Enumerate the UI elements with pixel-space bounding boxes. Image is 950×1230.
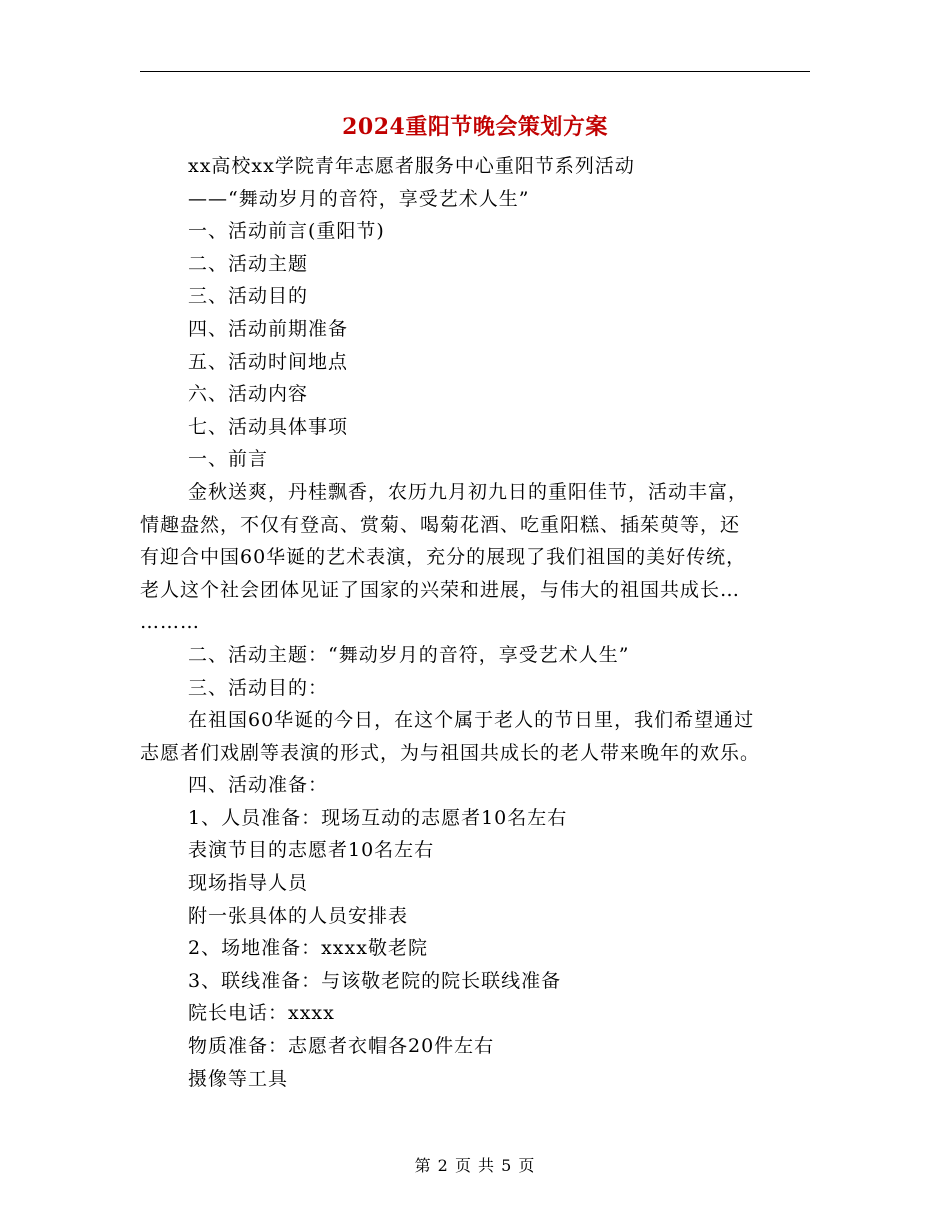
outline-item: 三、活动目的 <box>188 285 309 308</box>
prep-item: 1、人员准备：现场互动的志愿者10名左右 <box>188 806 568 829</box>
prep-item: 表演节目的志愿者10名左右 <box>188 839 435 862</box>
outline-item: 六、活动内容 <box>188 383 309 406</box>
header-rule <box>140 71 810 72</box>
prep-item: 2、场地准备：xxxx敬老院 <box>188 937 428 960</box>
outline-item: 七、活动具体事项 <box>188 415 349 438</box>
outline-item: 五、活动时间地点 <box>188 350 349 373</box>
page-number-footer: 第 2 页 共 5 页 <box>414 1156 536 1175</box>
prep-item: 院长电话：xxxx <box>188 1002 335 1025</box>
document-title: 2024重阳节晚会策划方案 <box>342 114 608 140</box>
slogan-line: ——“舞动岁月的音符，享受艺术人生” <box>188 187 530 210</box>
purpose-paragraph-line: 志愿者们戏剧等表演的形式，为与祖国共成长的老人带来晚年的欢乐。 <box>140 741 761 764</box>
prep-item: 摄像等工具 <box>188 1067 289 1090</box>
purpose-paragraph-line: 在祖国60华诞的今日，在这个属于老人的节日里，我们希望通过 <box>188 709 755 732</box>
outline-item: 一、活动前言(重阳节) <box>188 220 385 243</box>
preface-paragraph-line: ……… <box>140 611 200 634</box>
prep-item: 3、联线准备：与该敬老院的院长联线准备 <box>188 969 562 992</box>
preface-paragraph-line: 有迎合中国60华诞的艺术表演，充分的展现了我们祖国的美好传统， <box>140 546 747 569</box>
subtitle-line: xx高校xx学院青年志愿者服务中心重阳节系列活动 <box>188 155 635 177</box>
section-heading-purpose: 三、活动目的： <box>188 676 329 699</box>
outline-item: 二、活动主题 <box>188 252 309 275</box>
section-heading-preface: 一、前言 <box>188 448 269 471</box>
outline-item: 四、活动前期准备 <box>188 317 349 340</box>
preface-paragraph-line: 情趣盎然，不仅有登高、赏菊、喝菊花酒、吃重阳糕、插茱萸等，还 <box>140 513 741 536</box>
document-body <box>140 150 810 1095</box>
prep-item: 附一张具体的人员安排表 <box>188 904 409 927</box>
preface-paragraph-line: 老人这个社会团体见证了国家的兴荣和进展，与伟大的祖国共成长… <box>140 578 741 601</box>
preface-paragraph-line: 金秋送爽，丹桂飘香，农历九月初九日的重阳佳节，活动丰富， <box>188 480 749 503</box>
prep-item: 物质准备：志愿者衣帽各20件左右 <box>188 1035 495 1058</box>
section-heading-theme: 二、活动主题：“舞动岁月的音符，享受艺术人生” <box>188 643 630 666</box>
prep-item: 现场指导人员 <box>188 872 309 895</box>
section-heading-prep: 四、活动准备： <box>188 774 329 797</box>
